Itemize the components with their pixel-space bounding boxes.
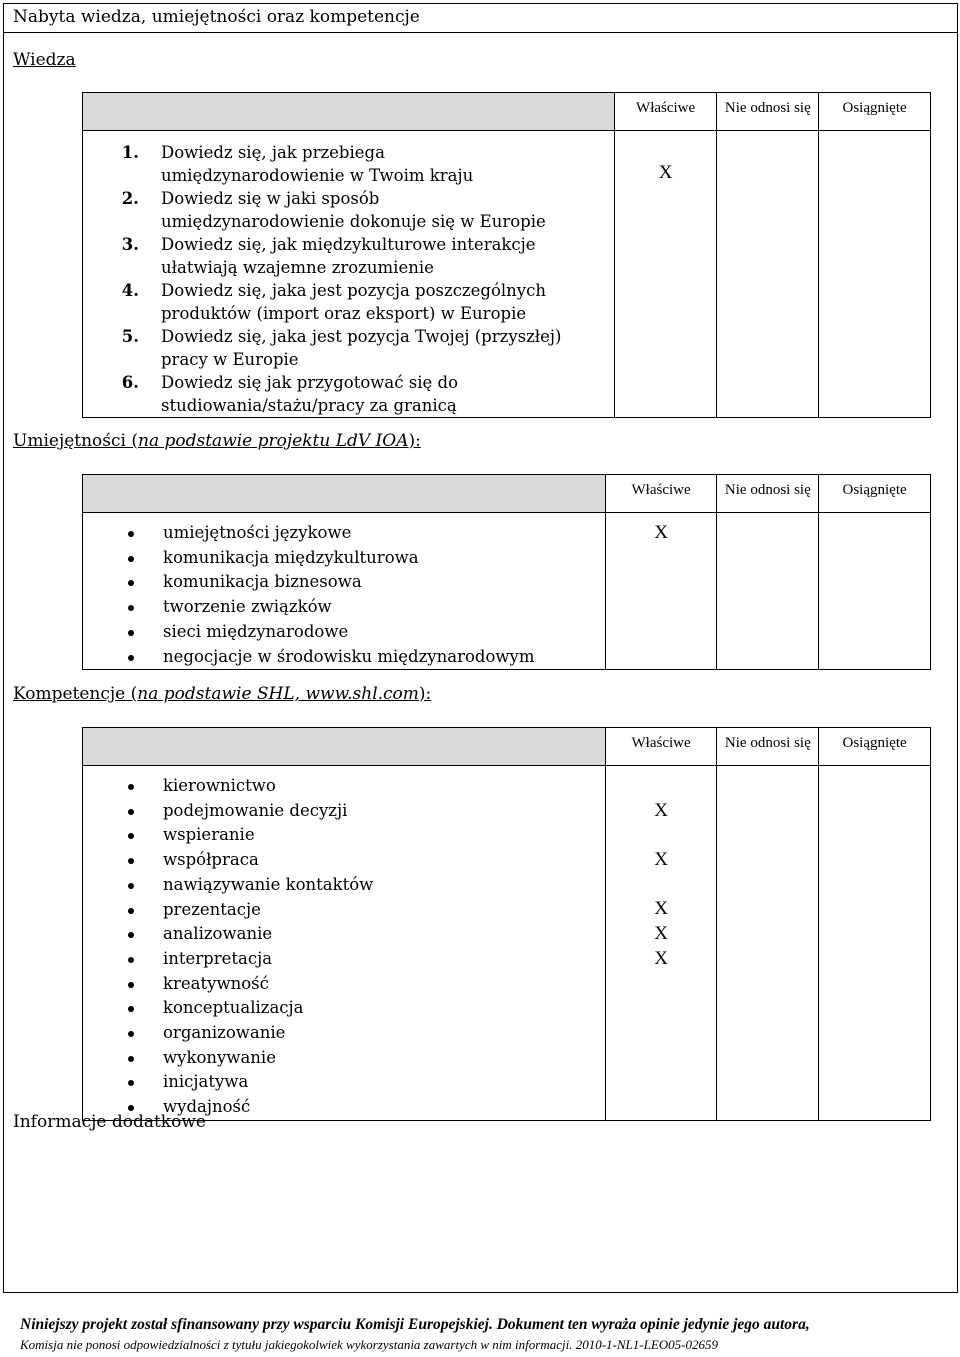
- wlasciwe-mark: [606, 1095, 717, 1120]
- wiedza-items-cell: [83, 131, 615, 418]
- kompetencje-marks: [606, 766, 717, 1120]
- item-label: nawiązywanie kontaktów: [163, 874, 374, 894]
- bullet-icon: [128, 883, 134, 889]
- col-wlasciwe: Właściwe: [605, 475, 717, 513]
- wiedza-heading: Wiedza: [13, 50, 76, 70]
- item-label: sieci międzynarodowe: [163, 621, 349, 641]
- list-item: [83, 546, 605, 571]
- item-label: prezentacje: [163, 899, 261, 919]
- bullet-icon: [128, 1056, 134, 1062]
- wlasciwe-mark: [606, 595, 717, 620]
- list-item: [83, 595, 605, 620]
- item-text: Dowiedz się w jaki sposób: [161, 189, 380, 208]
- bullet-icon: [128, 1031, 134, 1037]
- bullet-icon: [128, 957, 134, 963]
- item-number: 5.: [121, 327, 139, 346]
- wlasciwe-mark: X: [654, 947, 668, 969]
- list-item: [83, 1046, 605, 1071]
- wlasciwe-mark: [606, 1046, 717, 1071]
- kompetencje-nie-odnosi-cell: [717, 766, 819, 1121]
- list-item: [83, 521, 605, 546]
- col-osiagniete: Osiągnięte: [819, 475, 931, 513]
- bullet-icon: [128, 982, 134, 988]
- umiejetnosci-osiagniete-cell: [819, 513, 931, 670]
- wlasciwe-mark: [606, 996, 717, 1021]
- item-number: 2.: [121, 189, 139, 208]
- bullet-icon: [128, 833, 134, 839]
- wlasciwe-mark: [606, 972, 717, 997]
- item-number: 3.: [121, 235, 139, 254]
- wiedza-nie-odnosi-cell: [717, 131, 819, 418]
- item-label: wspieranie: [163, 825, 255, 845]
- list-item: [83, 972, 605, 997]
- list-item: [83, 1021, 605, 1046]
- col-nie-odnosi: Nie odnosi się: [717, 728, 819, 766]
- umiejetnosci-items-cell: [83, 513, 606, 670]
- umiejetnosci-marks: [606, 513, 717, 669]
- wlasciwe-mark: X: [654, 849, 668, 871]
- wlasciwe-mark: [606, 644, 717, 669]
- item-text: umiędzynarodowienie dokonuje się w Europie: [161, 212, 546, 231]
- bullet-icon: [128, 605, 134, 611]
- wlasciwe-mark: [606, 620, 717, 645]
- list-item: [83, 620, 605, 645]
- kompetencje-osiagniete-cell: [819, 766, 931, 1121]
- list-item: [83, 873, 605, 898]
- footer-line-1: Niniejszy projekt został sfinansowany przy wsparciu Komisji Europejskiej. Dokument ten wyraża opinie jedynie jego autora,: [20, 1316, 810, 1333]
- list-item: [83, 645, 605, 670]
- wlasciwe-mark: X: [654, 522, 668, 543]
- item-text: produktów (import oraz eksport) w Europie: [161, 304, 527, 323]
- header-blank-cell: [83, 475, 606, 513]
- kompetencje-wlasciwe-cell: [605, 766, 717, 1121]
- wlasciwe-mark: X: [654, 923, 668, 945]
- list-item: [83, 823, 605, 848]
- bullet-icon: [128, 908, 134, 914]
- item-label: wydajność: [163, 1097, 251, 1117]
- kompetencje-heading: Kompetencje (na podstawie SHL, www.shl.com):: [13, 684, 432, 704]
- bullet-icon: [128, 932, 134, 938]
- wiedza-line: [83, 302, 614, 325]
- wiedza-table: [82, 92, 931, 418]
- wiedza-line: [83, 141, 614, 164]
- list-item: [83, 996, 605, 1021]
- col-wlasciwe: Właściwe: [614, 93, 717, 131]
- list-item: [83, 1070, 605, 1095]
- bullet-icon: [128, 580, 134, 586]
- item-label: umiejętności językowe: [163, 523, 352, 542]
- item-label: wykonywanie: [163, 1047, 276, 1067]
- bullet-icon: [128, 784, 134, 790]
- item-text: Dowiedz się, jak międzykulturowe interakcje: [161, 235, 536, 254]
- item-text: umiędzynarodowienie w Twoim kraju: [161, 166, 474, 185]
- item-text: ułatwiają wzajemne zrozumienie: [161, 258, 434, 277]
- wiedza-line: [83, 210, 614, 233]
- wiedza-line: [83, 233, 614, 256]
- item-text: Dowiedz się, jaka jest pozycja Twojej (przyszłej): [161, 327, 562, 346]
- wiedza-line: [83, 279, 614, 302]
- item-label: współpraca: [163, 850, 259, 870]
- item-label: kreatywność: [163, 973, 269, 993]
- item-label: podejmowanie decyzji: [163, 800, 348, 820]
- bullet-icon: [128, 1006, 134, 1012]
- wiedza-line: [83, 256, 614, 279]
- wiedza-line: [83, 394, 614, 417]
- header-blank-cell: [83, 93, 615, 131]
- item-text: studiowania/stażu/pracy za granicą: [161, 396, 457, 415]
- umiejetnosci-table: [82, 474, 931, 670]
- header-blank-cell: [83, 728, 606, 766]
- wlasciwe-mark: [606, 570, 717, 595]
- wiedza-line: [83, 187, 614, 210]
- item-label: komunikacja międzykulturowa: [163, 547, 419, 567]
- list-item: [83, 922, 605, 947]
- kompetencje-list: [83, 766, 605, 1120]
- col-wlasciwe: Właściwe: [605, 728, 717, 766]
- kompetencje-items-cell: [83, 766, 606, 1121]
- wiedza-osiagniete-cell: [819, 131, 931, 418]
- item-number: 4.: [121, 281, 139, 300]
- wlasciwe-mark: [606, 873, 717, 898]
- col-nie-odnosi: Nie odnosi się: [717, 475, 819, 513]
- item-label: interpretacja: [163, 948, 273, 968]
- wiedza-mark-1: X: [658, 162, 673, 183]
- wlasciwe-mark: X: [654, 799, 668, 821]
- item-label: organizowanie: [163, 1023, 286, 1043]
- wlasciwe-mark: [606, 1070, 717, 1095]
- bullet-icon: [128, 630, 134, 636]
- bullet-icon: [128, 809, 134, 815]
- col-osiagniete: Osiągnięte: [819, 728, 931, 766]
- bullet-icon: [128, 655, 134, 661]
- list-item: [83, 570, 605, 595]
- bullet-icon: [128, 556, 134, 562]
- wiedza-line: [83, 348, 614, 371]
- item-label: negocjacje w środowisku międzynarodowym: [163, 646, 535, 666]
- wlasciwe-mark: X: [654, 898, 668, 920]
- wiedza-line: [83, 164, 614, 187]
- umiejetnosci-nie-odnosi-cell: [717, 513, 819, 670]
- col-osiagniete: Osiągnięte: [819, 93, 931, 131]
- bullet-icon: [128, 531, 134, 537]
- list-item: [83, 947, 605, 972]
- item-text: Dowiedz się, jaka jest pozycja poszczególnych: [161, 281, 546, 300]
- list-item: [83, 848, 605, 873]
- wlasciwe-mark: [606, 546, 717, 571]
- item-label: komunikacja biznesowa: [163, 572, 362, 592]
- item-number: 6.: [121, 373, 139, 392]
- wiedza-line: [83, 325, 614, 348]
- bullet-icon: [128, 858, 134, 864]
- wiedza-wlasciwe-cell: [614, 131, 717, 418]
- wlasciwe-mark: [606, 1021, 717, 1046]
- item-text: Dowiedz się jak przygotować się do: [161, 373, 458, 392]
- form-title: Nabyta wiedza, umiejętności oraz kompetencje: [3, 3, 958, 33]
- info-label: Informacje dodatkowe: [13, 1112, 206, 1132]
- item-label: kierownictwo: [163, 776, 276, 795]
- wlasciwe-mark: [606, 774, 717, 799]
- wiedza-list: [83, 131, 614, 417]
- item-text: Dowiedz się, jak przebiega: [161, 143, 385, 162]
- bullet-icon: [128, 1105, 134, 1111]
- footer-line-2: Komisja nie ponosi odpowiedzialności z tytułu jakiegokolwiek wykorzystania zawartych w nim informacji. 2010-1-NL1-LEO05-02659: [20, 1337, 718, 1352]
- col-nie-odnosi: Nie odnosi się: [717, 93, 819, 131]
- list-item: [83, 774, 605, 799]
- item-text: pracy w Europie: [161, 350, 299, 369]
- item-label: analizowanie: [163, 924, 273, 944]
- umiejetnosci-list: [83, 513, 605, 669]
- umiejetnosci-heading: Umiejętności (na podstawie projektu LdV IOA):: [13, 431, 421, 451]
- item-number: 1.: [121, 143, 139, 162]
- list-item: [83, 799, 605, 824]
- wlasciwe-mark: [606, 823, 717, 848]
- wiedza-line: [83, 371, 614, 394]
- kompetencje-table: [82, 727, 931, 1121]
- item-label: konceptualizacja: [163, 998, 304, 1018]
- item-label: inicjatywa: [163, 1072, 249, 1092]
- umiejetnosci-wlasciwe-cell: [605, 513, 717, 670]
- list-item: [83, 898, 605, 923]
- bullet-icon: [128, 1080, 134, 1086]
- item-label: tworzenie związków: [163, 597, 332, 617]
